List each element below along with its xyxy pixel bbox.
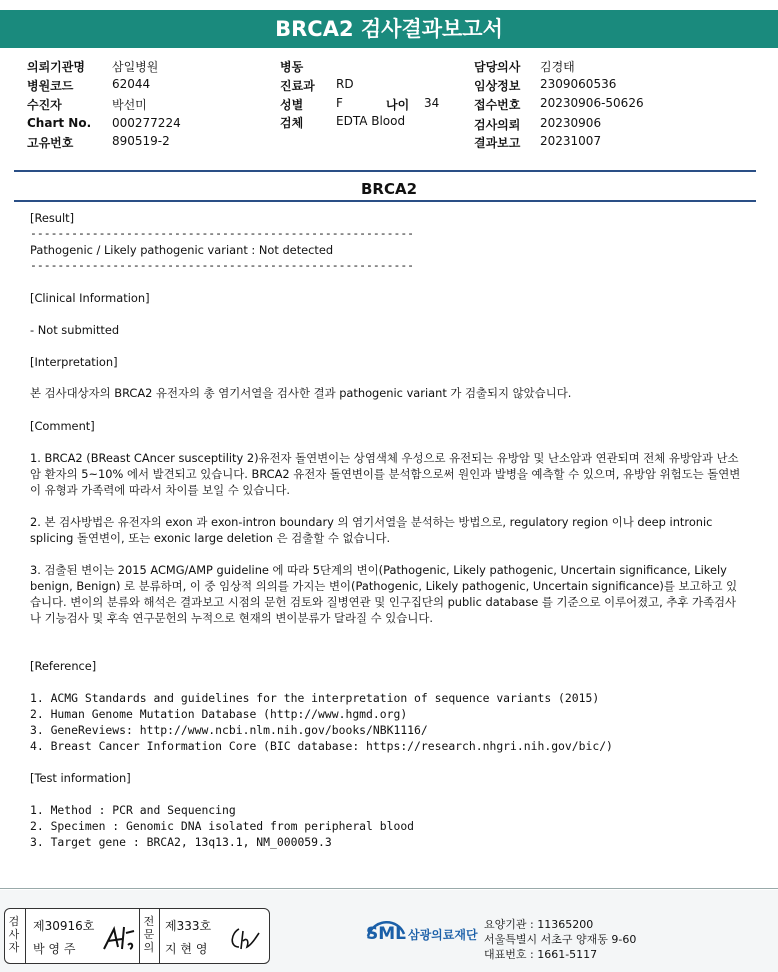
signature-box	[4, 908, 270, 964]
header-field: 진료과 RD	[280, 77, 354, 93]
org-name: 삼광의료재단	[408, 928, 478, 942]
header-field: 검사의뢰 20230906	[474, 116, 602, 132]
clinical-text: - Not submitted	[30, 323, 120, 337]
phone: 대표번호 : 1661-5117	[484, 948, 598, 961]
divider	[14, 200, 756, 202]
address: 서울특별시 서초구 양재동 9-60	[484, 933, 637, 946]
result-dashes: --------------------------------------------------------	[30, 226, 415, 240]
header-field: 성별 F	[280, 96, 343, 112]
reference-item: 4. Breast Cancer Information Core (BIC database: https://research.nhgri.nih.gov/bic/)	[30, 739, 613, 753]
reviewer-label: 전문의	[143, 915, 155, 954]
institution-code: 요양기관 : 11365200	[484, 918, 594, 931]
test-info-item: 1. Method : PCR and Sequencing	[30, 803, 236, 817]
interpretation-heading: [Interpretation]	[30, 355, 118, 369]
header-field: 검체 EDTA Blood	[280, 114, 406, 130]
reviewer-license-no: 제333호	[165, 919, 212, 933]
comment-paragraph-3: 3. 검출된 변이는 2015 ACMG/AMP guideline 에 따라 5단계의 변이(Pathogenic, Likely pathogenic, Uncertain significance, Likely benign, Benign) 로 분류하며, 이 중 임상적 의의를 가지는 변이(Pathogenic, Likely pathogenic, Uncertain significance)를 보고하고 있습니다. 변이의 분류와 해석은 결과보고 시점의 문헌 검토와 질병연관 및 인구집단의 public database 를 기준으로 이루어졌고, 추후 가족검사나 기능검사 및 후속 연구문헌의 누적으로 현재의 변이분류가 달라질 수 있습니다.	[30, 563, 738, 625]
header-field: 병동	[280, 60, 304, 74]
reference-item: 2. Human Genome Mutation Database (http://www.hgmd.org)	[30, 707, 408, 721]
header-field: 임상정보 2309060536	[474, 77, 617, 93]
reviewer-signature-icon	[227, 923, 263, 953]
header-field: 수진자 박선미	[27, 98, 147, 112]
header-field: Chart No. 000277224	[27, 116, 181, 130]
header-field: 의뢰기관명 삼일병원	[27, 60, 159, 74]
comment-paragraph-1: 1. BRCA2 (BReast CAncer susceptility 2)유전자 돌연변이는 상염색체 우성으로 유전되는 유방암 및 난소암과 연관되며 전체 유방암과 난소암 환자의 5~10% 에서 발견되고 있습니다. BRCA2 유전자 돌연변이를 분석함으로써 원인과 발병을 예측할 수 있으며, 유방암 위험도는 돌연변이 유형과 가족력에 따라서 차이를 보일 수 있습니다.	[30, 451, 741, 497]
interpretation-text: 본 검사대상자의 BRCA2 유전자의 총 염기서열을 검사한 결과 pathogenic variant 가 검출되지 않았습니다.	[30, 386, 572, 400]
comment-paragraph-2: 2. 본 검사방법은 유전자의 exon 과 exon-intron boundary 의 염기서열을 분석하는 방법으로, regulatory region 이나 deep intronic splicing 돌연변이, 또는 exonic large deletion 은 검출할 수 없습니다.	[30, 515, 713, 545]
result-heading: [Result]	[30, 211, 75, 225]
reference-item: 3. GeneReviews: http://www.ncbi.nlm.nih.gov/books/NBK1116/	[30, 723, 428, 737]
header-field: 접수번호 20230906-50626	[474, 96, 644, 112]
test-info-heading: [Test information]	[30, 771, 131, 785]
comment-heading: [Comment]	[30, 419, 95, 433]
tester-label: 검사자	[8, 915, 20, 954]
tester-signature-icon	[100, 923, 136, 953]
reference-heading: [Reference]	[30, 659, 97, 673]
result-text: Pathogenic / Likely pathogenic variant : Not detected	[30, 243, 334, 257]
header-field: 담당의사 김경태	[474, 60, 575, 74]
tester-name: 박 영 주	[33, 942, 76, 956]
reference-item: 1. ACMG Standards and guidelines for the interpretation of sequence variants (2015)	[30, 691, 600, 705]
clinical-heading: [Clinical Information]	[30, 291, 150, 305]
result-dashes: --------------------------------------------------------	[30, 258, 415, 272]
report-title: BRCA2 검사결과보고서	[0, 10, 778, 48]
tester-license-no: 제30916호	[33, 919, 95, 933]
divider	[14, 170, 756, 172]
reviewer-name: 지 현 영	[165, 942, 208, 956]
logo-text: SML	[366, 924, 406, 944]
test-info-item: 3. Target gene : BRCA2, 13q13.1, NM_000059.3	[30, 835, 332, 849]
test-info-item: 2. Specimen : Genomic DNA isolated from peripheral blood	[30, 819, 415, 833]
header-field: 고유번호 890519-2	[27, 134, 170, 150]
footer-divider	[0, 888, 778, 889]
header-field: 병원코드 62044	[27, 77, 151, 93]
header-field: 결과보고 20231007	[474, 134, 602, 150]
header-field-age: 나이 34	[386, 96, 440, 112]
section-title: BRCA2	[360, 180, 418, 198]
